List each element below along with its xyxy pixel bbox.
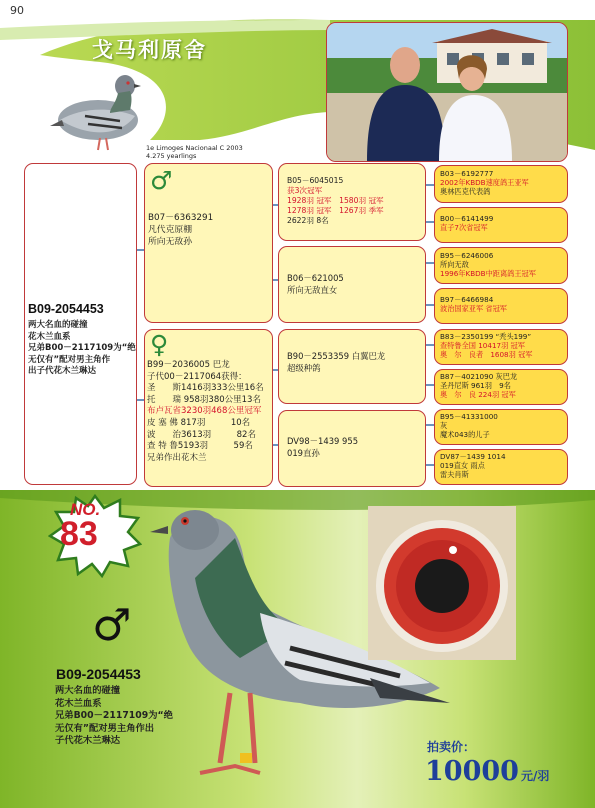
ggp8-line: 019直女 雨点 (440, 461, 485, 471)
grandparent-box-2 (278, 246, 426, 323)
ggp6-details (440, 372, 517, 400)
gp4-details (287, 435, 358, 459)
caption-line: 4.275 yearlings (146, 152, 197, 160)
great-grandparent-box-6 (434, 369, 568, 405)
grandparent-box-1 (278, 163, 426, 241)
lot-info-line: 无仅有”配对男主角作出 (55, 722, 155, 734)
lot-info-line: 子代花木兰琳达 (55, 735, 121, 746)
gp2-line: 所向无敌直女 (287, 285, 338, 295)
ggp4-line: 波治国家亚军 省冠军 (440, 304, 507, 314)
dam-details (147, 360, 264, 464)
caption-line: 1e Limoges Nacionaal C 2003 (146, 144, 243, 152)
sire-line: 凡代克原棚 (148, 225, 192, 235)
ggp5-line: 奥 尔 良者 1608羽 冠军 (440, 350, 533, 360)
lot-badge-no: NO. (70, 500, 101, 519)
ggp1-line: 奥林匹克代表鸽 (440, 187, 491, 197)
lot-info (55, 685, 173, 748)
top-pigeon-photo (40, 58, 150, 158)
gp1-details (287, 176, 384, 226)
subject-line: 无仅有”配对男主角作 (28, 354, 111, 365)
subject-ring-number: B09-2054453 (28, 302, 104, 316)
dam-line: 圣 斯1416羽333公里16名 (147, 383, 264, 394)
ggp3-line: 1996年KBDB中距离鸽王冠军 (440, 269, 536, 279)
ggp1-details (440, 169, 529, 197)
ggp5-details (440, 332, 532, 360)
gp4-line: 019直孙 (287, 448, 320, 458)
gp1-line: 2622羽 8名 (287, 216, 329, 225)
grandparent-box-3 (278, 329, 426, 404)
gp3-line: B90－2553359 白翼巴龙 (287, 351, 386, 361)
ggp4-details (440, 295, 507, 313)
subject-line: 兄弟B00－2117109为“绝 (28, 343, 136, 353)
dam-line: 皮 塞 佛 817羽 10名 (147, 417, 251, 428)
gp1-line: B05－6045015 (287, 176, 344, 185)
ggp7-line: 魔术043的儿子 (440, 430, 490, 440)
ggp8-details (440, 452, 506, 480)
ggp6-line: B87－4021090 灰巴龙 (440, 372, 518, 381)
gp2-details (287, 272, 344, 296)
gp1-line: 1278羽 冠军 1267羽 季军 (287, 206, 384, 215)
grandparent-box-4 (278, 410, 426, 487)
lot-badge-number: 83 (60, 515, 98, 553)
ggp7-line: B95－41331000 (440, 412, 498, 421)
sire-details (148, 212, 213, 248)
dam-line: B99－2036005 巴龙 (147, 360, 230, 370)
dam-line: 兄弟作出花木兰 (147, 452, 207, 463)
subject-line: 两大名血的碰撞 (28, 320, 88, 330)
gp3-details (287, 350, 385, 374)
ggp5-line: 查特鲁全国 10417羽 冠军 (440, 341, 525, 351)
subject-line: 花木兰血系 (28, 331, 71, 342)
great-grandparent-box-1 (434, 165, 568, 203)
subject-info (28, 320, 136, 378)
page-title: 戈马利原舍 (92, 38, 207, 62)
price-label: 拍卖价： (427, 740, 476, 754)
male-symbol: ♂ (150, 166, 173, 195)
great-grandparent-box-2 (434, 207, 568, 243)
price-value: 10000 (425, 756, 519, 787)
dam-line: 托 瑞 958羽380公里13名 (147, 394, 261, 405)
dam-line: 波 治3613羽 82名 (147, 429, 256, 440)
gp2-line: B06－621005 (287, 273, 344, 283)
ggp8-line: DV87－1439 1014 (440, 452, 506, 461)
ggp4-line: B97－6466984 (440, 295, 494, 304)
price-block (425, 756, 549, 787)
dam-line: 子代00－2117064获得： (147, 371, 247, 382)
dam-line: 查 特 鲁5193羽 59名 (147, 441, 253, 452)
ggp7-details (440, 412, 498, 440)
great-grandparent-box-3 (434, 247, 568, 284)
price-unit: 元/羽 (520, 769, 550, 783)
sire-line: 所向无敌孙 (148, 237, 192, 247)
ggp3-line: B95－6246006 (440, 251, 494, 260)
great-grandparent-box-8 (434, 449, 568, 485)
gp3-line: 超级种鸽 (287, 363, 321, 373)
ggp2-details (440, 214, 493, 232)
great-grandparent-box-5 (434, 329, 568, 365)
sire-box (144, 163, 273, 323)
great-grandparent-box-4 (434, 288, 568, 324)
eye-photo (368, 506, 516, 660)
lot-info-line: 兄弟B00－2117109为“绝 (55, 710, 173, 721)
ggp2-line: B00－6141499 (440, 214, 494, 223)
page-number: 90 (10, 4, 24, 17)
lot-info-line: 花木兰血系 (55, 697, 102, 709)
ggp6-line: 奥 尔 良 224羽 冠军 (440, 390, 516, 400)
female-symbol: ♀ (150, 330, 169, 359)
photo-caption (146, 144, 243, 160)
subject-line: 出子代花木兰琳达 (28, 366, 97, 376)
ggp2-line: 直子7次省冠军 (440, 223, 488, 233)
ggp7-line: 灰 (440, 421, 448, 431)
ggp5-line: B83－2350199 “秃头199” (440, 332, 532, 341)
owners-photo (326, 22, 568, 162)
ggp3-line: 所向无敌 (440, 260, 469, 270)
lot-ring-number: B09-2054453 (56, 666, 141, 682)
ggp3-details (440, 251, 536, 279)
sire-ring: B07－6363291 (148, 213, 214, 223)
gp4-line: DV98－1439 955 (287, 436, 359, 446)
gp1-line: 1928羽 冠军 1580羽 冠军 (287, 196, 384, 205)
lot-sex-symbol: ♂ (92, 600, 132, 651)
ggp8-line: 雷夫肖斯 (440, 470, 469, 480)
ggp1-line: 2002年KBDB速度鸽王亚军 (440, 178, 529, 188)
dam-box (144, 329, 273, 487)
dam-line: 布卢瓦省3230羽468公里冠军 (147, 406, 262, 417)
ggp6-line: 圣丹尼斯 961羽 9名 (440, 381, 511, 391)
gp1-line: 获3次冠军 (287, 186, 323, 195)
great-grandparent-box-7 (434, 409, 568, 445)
lot-info-line: 两大名血的碰撞 (55, 685, 121, 696)
ggp1-line: B03－6192777 (440, 169, 494, 178)
pedigree-subject-box (24, 163, 137, 485)
